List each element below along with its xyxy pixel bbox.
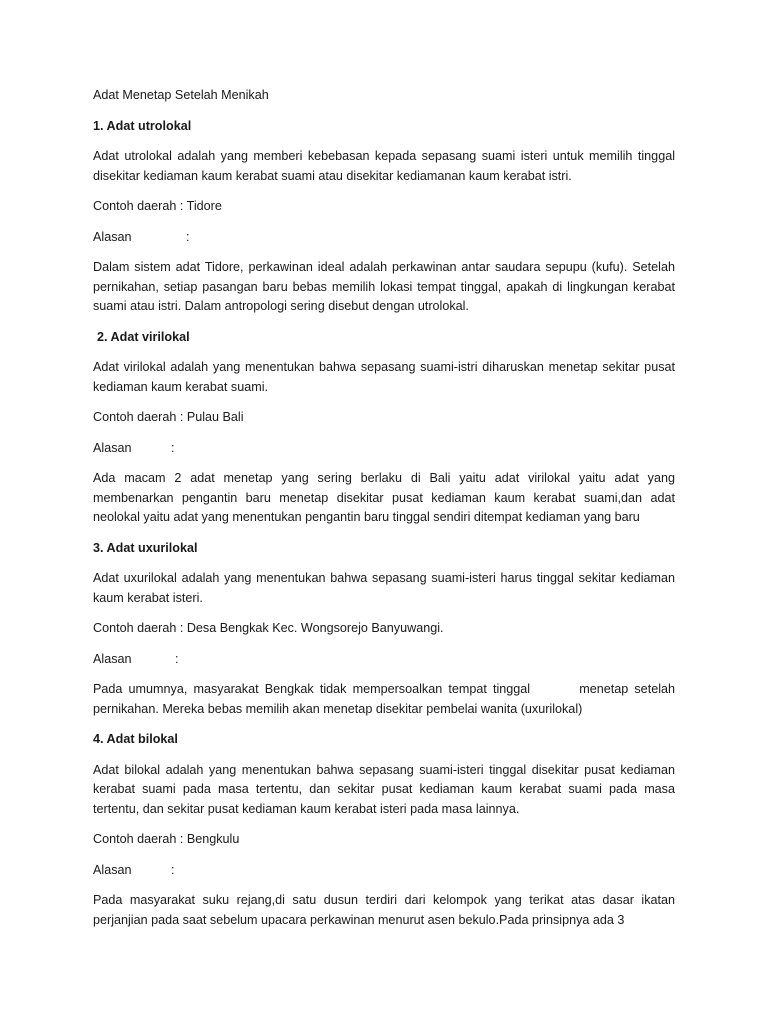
alasan-row-bilokal [93, 861, 675, 881]
alasan-label: Alasan [93, 651, 132, 666]
section-definition-utrolokal: Adat utrolokal adalah yang memberi kebebasan kepada sepasang suami isteri untuk memilih tinggal disekitar kediaman kaum kerabat suami atau disekitar kediamanan kaum kerabat istri. [93, 149, 675, 183]
contoh-daerah-virilokal: Contoh daerah : Pulau Bali [93, 410, 244, 424]
section-heading-bilokal: 4. Adat bilokal [93, 732, 178, 746]
document-title: Adat Menetap Setelah Menikah [93, 88, 269, 102]
alasan-row-uxurilokal [93, 650, 675, 670]
section-definition-uxurilokal: Adat uxurilokal adalah yang menentukan bahwa sepasang suami-isteri harus tinggal sekitar kediaman kaum kerabat isteri. [93, 571, 675, 605]
alasan-colon: : [175, 651, 179, 666]
section-heading-utrolokal: 1. Adat utrolokal [93, 118, 192, 133]
alasan-colon: : [171, 440, 175, 455]
alasan-row-virilokal [93, 439, 675, 459]
alasan-label: Alasan [93, 862, 132, 877]
alasan-text-uxurilokal: Pada umumnya, masyarakat Bengkak tidak mempersoalkan tempat tinggal menetap setelah pernikahan. Mereka bebas memilih akan menetap disekitar pembelai wanita (uxurilokal) [93, 682, 679, 716]
section-heading-uxurilokal: 3. Adat uxurilokal [93, 540, 198, 555]
alasan-label: Alasan [93, 229, 132, 244]
section-definition-virilokal: Adat virilokal adalah yang menentukan bahwa sepasang suami-istri diharuskan menetap sekitar pusat kediaman kaum kerabat suami. [93, 360, 675, 394]
alasan-row-utrolokal [93, 228, 675, 248]
alasan-text-utrolokal: Dalam sistem adat Tidore, perkawinan ideal adalah perkawinan antar saudara sepupu (kufu). Setelah pernikahan, setiap pasangan baru bebas memilih lokasi tempat tinggal, apakah di lingkungan kerabat suami atau istri. Dalam antropologi sering disebut dengan utrolokal. [93, 260, 675, 313]
section-definition-bilokal: Adat bilokal adalah yang menentukan bahwa sepasang suami-isteri tinggal disekitar pusat kediaman kerabat suami pada masa tertentu, dan sekitar pusat kediaman kaum kerabat suami pada masa tertentu, dan sekitar pusat kediaman kaum kerabat isteri pada masa lainnya. [93, 762, 675, 816]
alasan-colon: : [171, 862, 175, 877]
alasan-text-virilokal: Ada macam 2 adat menetap yang sering berlaku di Bali yaitu adat virilokal yaitu adat yang membenarkan pengantin baru menetap disekitar pusat kediaman kaum kerabat suami,dan adat neolokal yaitu adat yang menentukan pengantin baru tinggal sendiri ditempat kediaman yang baru [93, 471, 675, 524]
contoh-daerah-utrolokal: Contoh daerah : Tidore [93, 199, 222, 213]
section-heading-virilokal: 2. Adat virilokal [97, 329, 190, 344]
alasan-text-bilokal: Pada masyarakat suku rejang,di satu dusun terdiri dari kelompok yang terikat atas dasar ikatan perjanjian pada saat sebelum upacara perkawinan menurut asen bekulo.Pada prinsipnya ada 3 [93, 893, 675, 927]
contoh-daerah-bilokal: Contoh daerah : Bengkulu [93, 832, 240, 846]
contoh-daerah-uxurilokal: Contoh daerah : Desa Bengkak Kec. Wongsorejo Banyuwangi. [93, 621, 444, 635]
alasan-colon: : [186, 229, 190, 244]
alasan-label: Alasan [93, 440, 132, 455]
